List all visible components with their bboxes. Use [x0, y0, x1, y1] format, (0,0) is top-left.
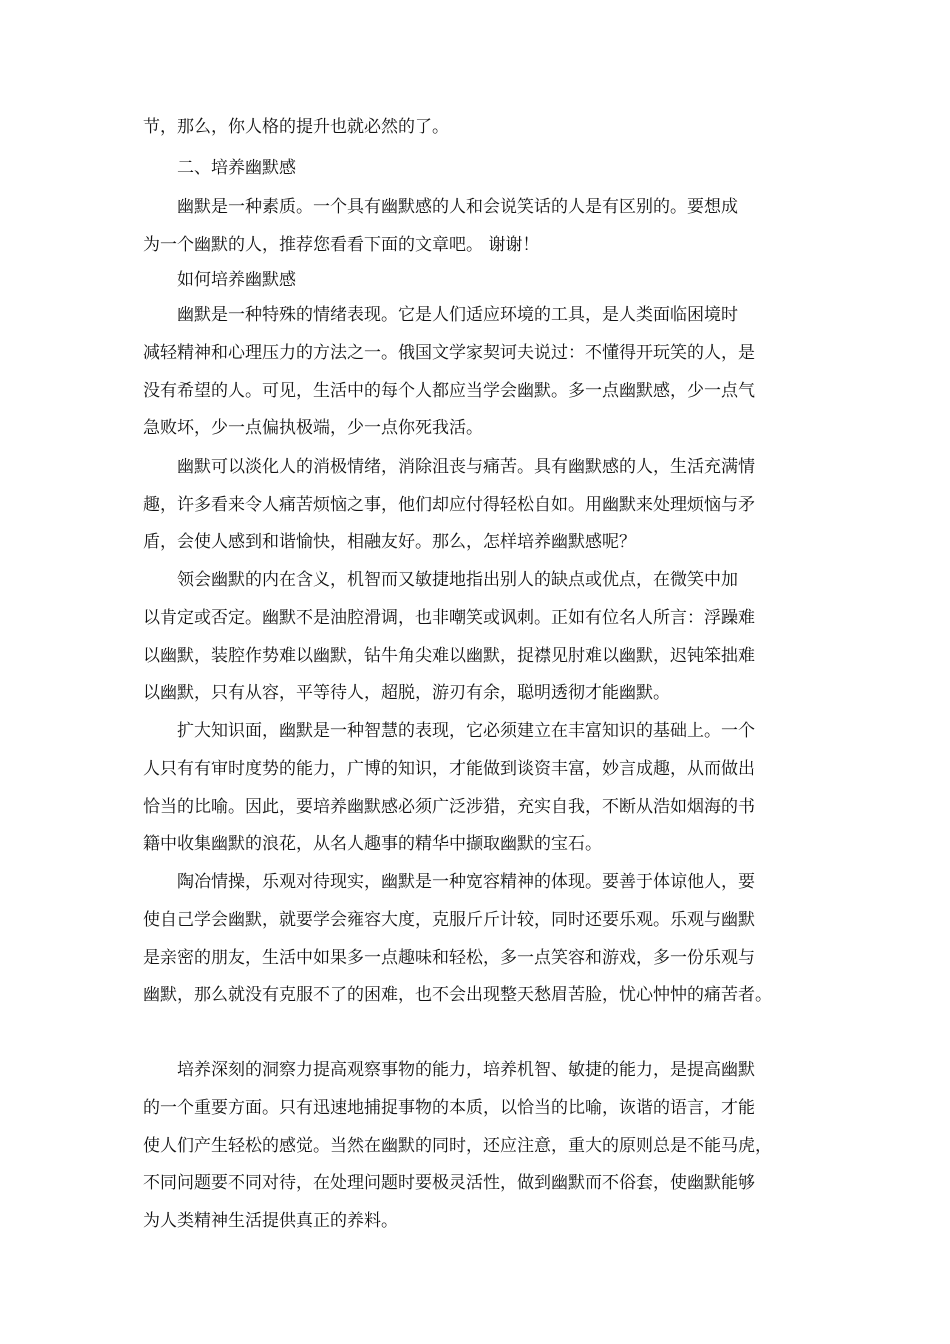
text-line: 没有希望的人。可见，生活中的每个人都应当学会幽默。多一点幽默感，少一点气 [143, 381, 755, 401]
text-line: 陶冶情操，乐观对待现实，幽默是一种宽容精神的体现。要善于体谅他人，要 [177, 872, 755, 892]
text-line: 恰当的比喻。因此，要培养幽默感必须广泛涉猎，充实自我，不断从浩如烟海的书 [143, 797, 755, 817]
text-line: 幽默是一种素质。一个具有幽默感的人和会说笑话的人是有区别的。要想成 [177, 197, 738, 217]
section-heading: 二、培养幽默感 [177, 158, 296, 178]
text-line: 籍中收集幽默的浪花，从名人趣事的精华中撷取幽默的宝石。 [143, 834, 602, 854]
text-line: 以幽默，只有从容，平等待人，超脱，游刃有余，聪明透彻才能幽默。 [143, 683, 670, 703]
text-line: 趣，许多看来令人痛苦烦恼之事，他们却应付得轻松自如。用幽默来处理烦恼与矛 [143, 495, 755, 515]
text-line: 为一个幽默的人，推荐您看看下面的文章吧。 谢谢！ [143, 235, 540, 255]
article-title: 如何培养幽默感 [177, 270, 296, 290]
text-line: 减轻精神和心理压力的方法之一。俄国文学家契诃夫说过：不懂得开玩笑的人，是 [143, 343, 755, 363]
text-line: 扩大知识面，幽默是一种智慧的表现，它必须建立在丰富知识的基础上。一个 [177, 721, 755, 741]
text-line: 幽默可以淡化人的消极情绪，消除沮丧与痛苦。具有幽默感的人，生活充满情 [177, 457, 755, 477]
text-line: 为人类精神生活提供真正的养料。 [143, 1211, 398, 1231]
text-line: 幽默，那么就没有克服不了的困难，也不会出现整天愁眉苦脸，忧心忡忡的痛苦者。 [143, 985, 772, 1005]
text-line: 不同问题要不同对待，在处理问题时要极灵活性，做到幽默而不俗套，使幽默能够 [143, 1173, 755, 1193]
text-line: 急败坏，少一点偏执极端，少一点你死我活。 [143, 418, 483, 438]
text-line: 的一个重要方面。只有迅速地捕捉事物的本质，以恰当的比喻，诙谐的语言，才能 [143, 1098, 755, 1118]
text-line: 以幽默，装腔作势难以幽默，钻牛角尖难以幽默，捉襟见肘难以幽默，迟钝笨拙难 [143, 646, 755, 666]
text-line: 是亲密的朋友，生活中如果多一点趣味和轻松，多一点笑容和游戏，多一份乐观与 [143, 948, 755, 968]
text-line: 培养深刻的洞察力提高观察事物的能力，培养机智、敏捷的能力，是提高幽默 [177, 1060, 755, 1080]
text-line: 节，那么，你人格的提升也就必然的了。 [143, 117, 449, 137]
text-line: 使人们产生轻松的感觉。当然在幽默的同时，还应注意，重大的原则总是不能马虎， [143, 1136, 772, 1156]
text-line: 领会幽默的内在含义，机智而又敏捷地指出别人的缺点或优点，在微笑中加 [177, 570, 738, 590]
text-line: 人只有有审时度势的能力，广博的知识，才能做到谈资丰富，妙言成趣，从而做出 [143, 759, 755, 779]
text-line: 盾，会使人感到和谐愉快，相融友好。那么，怎样培养幽默感呢？ [143, 532, 636, 552]
text-line: 使自己学会幽默，就要学会雍容大度，克服斤斤计较，同时还要乐观。乐观与幽默 [143, 910, 755, 930]
text-line: 幽默是一种特殊的情绪表现。它是人们适应环境的工具，是人类面临困境时 [177, 305, 738, 325]
text-line: 以肯定或否定。幽默不是油腔滑调，也非嘲笑或讽刺。正如有位名人所言：浮躁难 [143, 608, 755, 628]
